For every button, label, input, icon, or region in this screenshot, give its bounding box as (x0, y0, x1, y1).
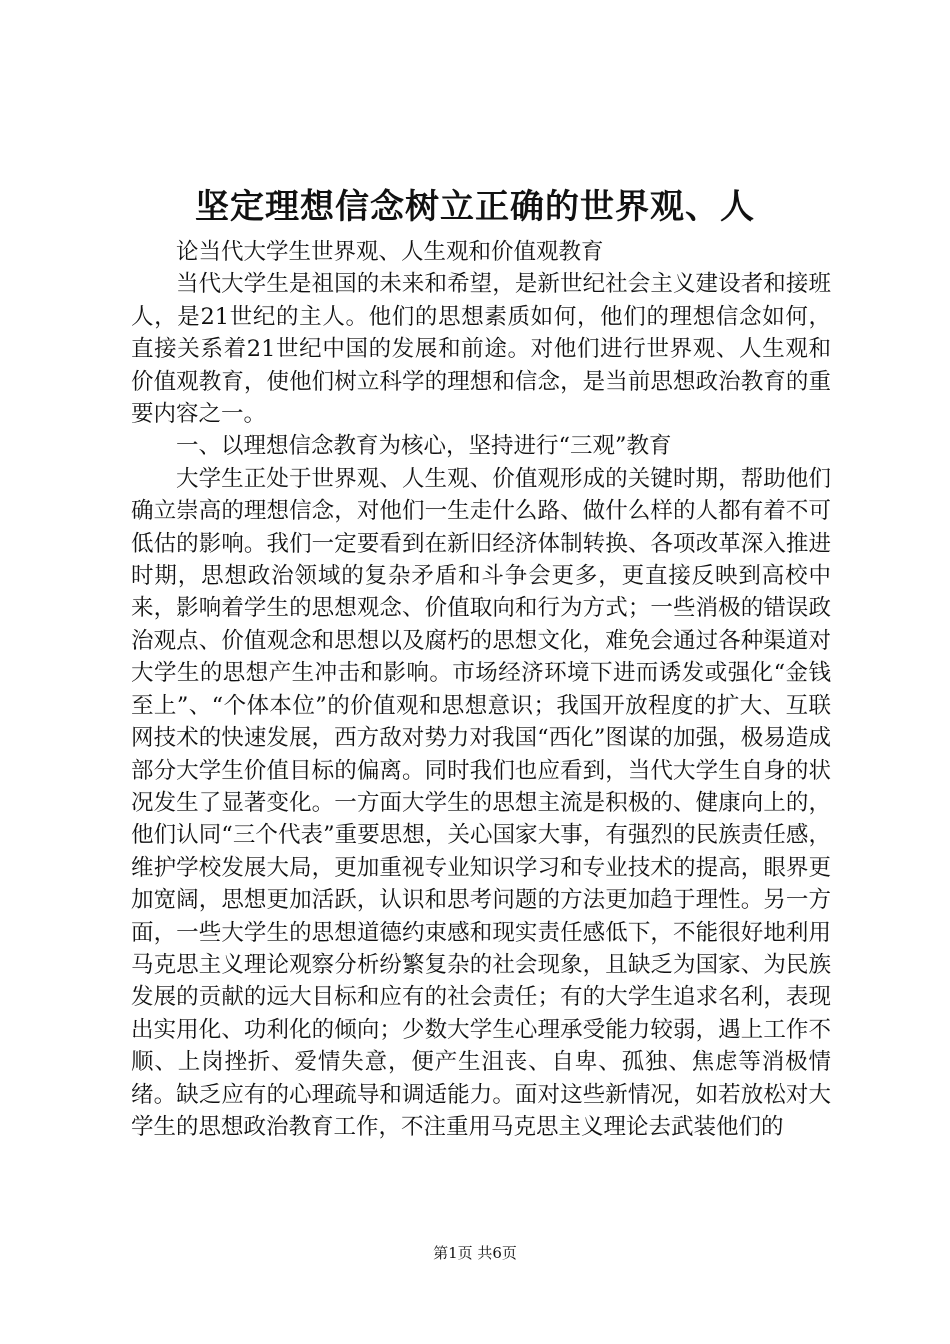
paragraph-intro: 当代大学生是祖国的未来和希望，是新世纪社会主义建设者和接班人，是21世纪的主人。他们的思想素质如何，他们的理想信念如何，直接关系着21世纪中国的发展和前途。对他们进行世界观、人生观和价值观教育，使他们树立科学的理想和信念，是当前思想政治教育的重要内容之一。 (131, 271, 831, 428)
page-footer (0, 1243, 950, 1263)
page-total: 共6页 (477, 1244, 517, 1262)
document-body (131, 236, 831, 1143)
document-title: 坚定理想信念树立正确的世界观、人 (195, 187, 755, 227)
paragraph-main: 大学生正处于世界观、人生观、价值观形成的关键时期，帮助他们确立崇高的理想信念，对他们一生走什么路、做什么样的人都有着不可低估的影响。我们一定要看到在新旧经济体制转换、各项改革深入推进时期，思想政治领域的复杂矛盾和斗争会更多，更直接反映到高校中来，影响着学生的思想观念、价值取向和行为方式；一些消极的错误政治观点、价值观念和思想以及腐朽的思想文化，难免会通过各种渠道对大学生的思想产生冲击和影响。市场经济环境下进而诱发或强化“金钱至上”、“个体本位”的价值观和思想意识；我国开放程度的扩大、互联网技术的快速发展，西方敌对势力对我国“西化”图谋的加强，极易造成部分大学生价值目标的偏离。同时我们也应看到，当代大学生自身的状况发生了显著变化。一方面大学生的思想主流是积极的、健康向上的，他们认同“三个代表”重要思想，关心国家大事，有强烈的民族责任感，维护学校发展大局，更加重视专业知识学习和专业技术的提高，眼界更加宽阔，思想更加活跃，认识和思考问题的方法更加趋于理性。另一方面，一些大学生的思想道德约束感和现实责任感低下，不能很好地利用马克思主义理论观察分析纷繁复杂的社会现象，且缺乏为国家、为民族发展的贡献的远大目标和应有的社会责任；有的大学生追求名利，表现出实用化、功利化的倾向；少数大学生心理承受能力较弱，遇上工作不顺、上岗挫折、爱情失意，便产生沮丧、自卑、孤独、焦虑等消极情绪。缺乏应有的心理疏导和调适能力。面对这些新情况，如若放松对大学生的思想政治教育工作，不注重用马克思主义理论去武装他们的 (131, 465, 831, 1140)
page-number: 第1页 (433, 1244, 473, 1262)
section-heading: 一、以理想信念教育为核心，坚持进行“三观”教育 (176, 433, 672, 460)
paragraph-subtitle: 论当代大学生世界观、人生观和价值观教育 (176, 239, 604, 265)
